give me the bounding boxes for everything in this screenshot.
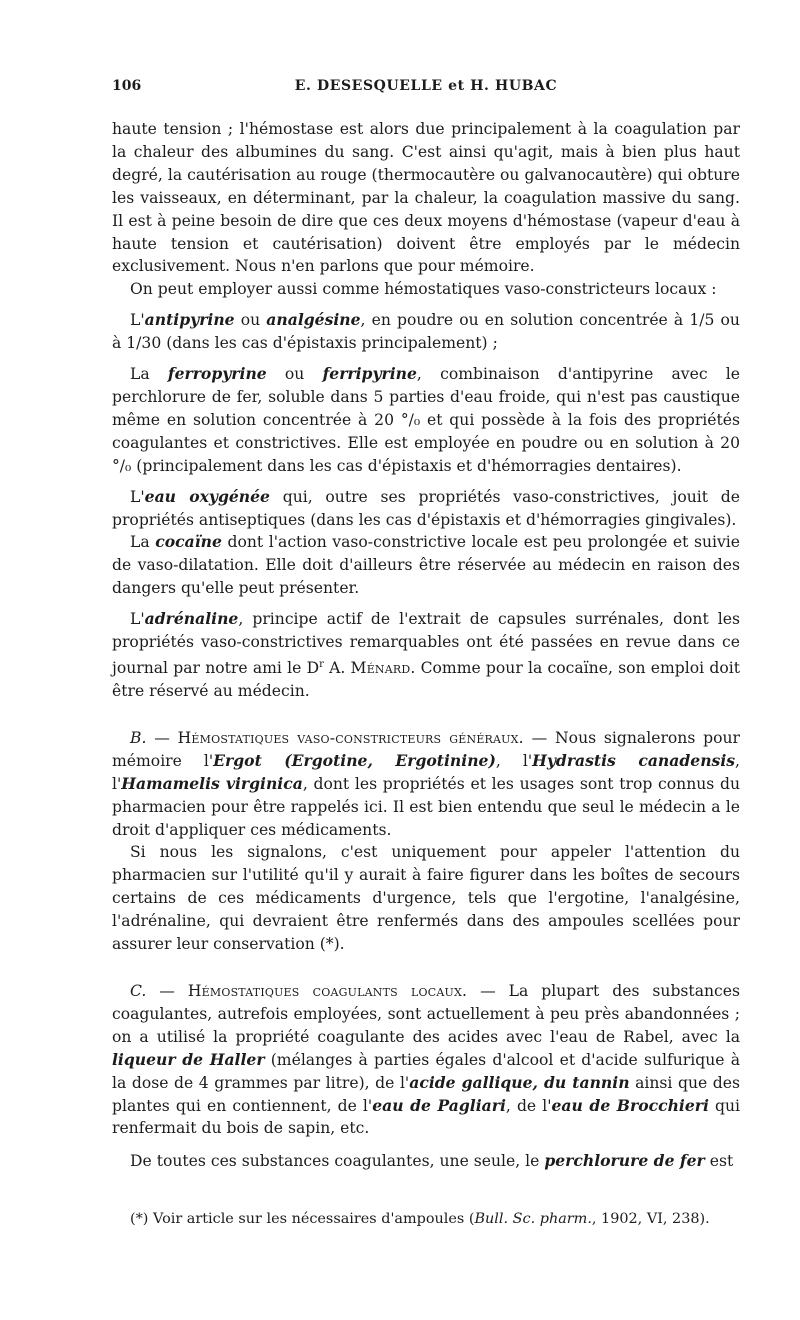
section-c: C. — Hémostatiques coagulants locaux. — La plupart des substances coagulantes, autrefois employées, sont actuellement à peu près abandonnées ; on a utilisé la propriété coagulante des acides avec l'eau de Rabel, avec la liqueur de Haller (mélanges à parties égales d'alcool et d'acide sulfurique à la dose de 4 grammes par litre), de l'acide gallique, du tannin ainsi que des plantes qui en contiennent, de l'eau de Pagliari, de l'eau de Brocchieri qui renfermait du bois de sapin, etc. (112, 982, 741, 1138)
section-c-letter: C. (130, 982, 147, 1000)
term-eau-oxygenee: eau oxygénée (144, 486, 270, 506)
section-b: B. — Hémostatiques vaso-constricteurs généraux. — Nous signalerons pour mémoire l'Ergot (Ergotine, Ergotinine), l'Hydrastis canadensis, l'Hamamelis virginica, dont les propriétés et les usages sont trop connus du pharmacien pour être rappelés ici. Il est bien entendu que seul le médecin a le droit d'appliquer ces médicaments. (112, 728, 741, 839)
paragraph-continuation: haute tension ; l'hémostase est alors due principalement à la coagulation par la chaleur des albumines du sang. C'est ainsi qu'agit, mais à bien plus haut degré, la cautérisation au rouge (thermocautère ou galvanocautère) qui obture les vaisseaux, en déterminant, par la chaleur, la coagulation massive du sang. Il est à peine besoin de dire que ces deux moyens d'hémostase (vapeur d'eau à haute tension et cautérisation) doivent être employés par le médecin exclusivement. Nous n'en parlons que pour mémoire. (112, 120, 740, 276)
page-header (112, 78, 740, 100)
term-eau-de-pagliari: eau de Pagliari (372, 1095, 506, 1115)
term-adrenaline: adrénaline (144, 609, 239, 629)
term-hydrastis: Hydrastis canadensis (532, 750, 736, 770)
paragraph-intro-local-vasoconstrictors: On peut employer aussi comme hémostatiques vaso-constricteurs locaux : (130, 280, 717, 299)
paragraph-ferropyrine: La ferropyrine ou ferripyrine, combinaison d'antipyrine avec le perchlorure de fer, soluble dans 5 parties d'eau froide, qui n'est pas caustique même en solution concentrée à 20 °/₀ et qui possède à la fois des propriétés coagulantes et constrictives. Elle est employée en poudre ou en solution à 20 °/₀ (principalement dans les cas d'épistaxis et d'hémorragies dentaires). (112, 364, 741, 475)
footnote: (*) Voir article sur les nécessaires d'ampoules (Bull. Sc. pharm., 1902, VI, 238). (130, 1211, 710, 1228)
paragraph-adrenaline: L'adrénaline, principe actif de l'extrait de capsules surrénales, dont les propriétés vaso-constrictives remarquables ont été passées en revue dans ce journal par notre ami le $D^r$ A. Ménard. Comme pour la cocaïne, son emploi doit être réservé au médecin. (112, 609, 740, 701)
term-antipyrine: antipyrine (144, 310, 235, 330)
paragraph-cocaine: La cocaïne dont l'action vaso-constrictive locale est peu prolongée et suivie de vaso-dilatation. Elle doit d'ailleurs être réservée au médecin en raison des dangers qu'elle peut présenter. (112, 532, 741, 598)
term-analgesine: analgésine (266, 310, 361, 330)
term-ergot: Ergot (Ergotine, Ergotinine) (213, 750, 496, 770)
running-title: E. DESESQUELLE et H. HUBAC (294, 78, 558, 94)
term-hamamelis: Hamamelis virginica (121, 773, 303, 793)
paragraph-perchlorure: De toutes ces substances coagulantes, une seule, le perchlorure de fer est (130, 1151, 734, 1171)
term-perchlorure-de-fer: perchlorure de fer (544, 1151, 705, 1171)
page-number: 106 (112, 78, 142, 94)
term-ferripyrine: ferripyrine (322, 364, 417, 384)
paragraph-antipyrine: L'antipyrine ou analgésine, en poudre ou en solution concentrée à 1/5 ou à 1/30 (dans les cas d'épistaxis principalement) ; (112, 310, 740, 353)
section-b-letter: B. (130, 728, 147, 747)
section-b-heading: Hémostatiques vaso-constricteurs généraux. (177, 728, 524, 747)
term-ferropyrine: ferropyrine (167, 364, 267, 384)
term-eau-de-brocchieri: eau de Brocchieri (551, 1095, 709, 1115)
term-liqueur-de-haller: liqueur de Haller (112, 1049, 265, 1069)
term-acide-gallique: acide gallique, du tannin (409, 1072, 630, 1092)
footnote-journal: Bull. Sc. pharm. (474, 1211, 592, 1228)
author-menard: Ménard (350, 659, 411, 678)
page (112, 78, 740, 1229)
paragraph-emergency-kits: Si nous les signalons, c'est uniquement pour appeler l'attention du pharmacien sur l'utilité qu'il y aurait à faire figurer dans les boîtes de secours certains de ces médicaments d'urgence, tels que l'ergotine, l'analgésine, l'adrénaline, qui devraient être renfermés dans des ampoules scellées pour assurer leur conservation (*). (112, 843, 740, 954)
paragraph-eau-oxygenee: L'eau oxygénée qui, outre ses propriétés vaso-constrictives, jouit de propriétés antiseptiques (dans les cas d'épistaxis et d'hémorragies gingivales). (112, 486, 740, 529)
section-c-heading: Hémostatiques coagulants locaux. (187, 982, 468, 1000)
term-cocaine: cocaïne (155, 532, 222, 552)
